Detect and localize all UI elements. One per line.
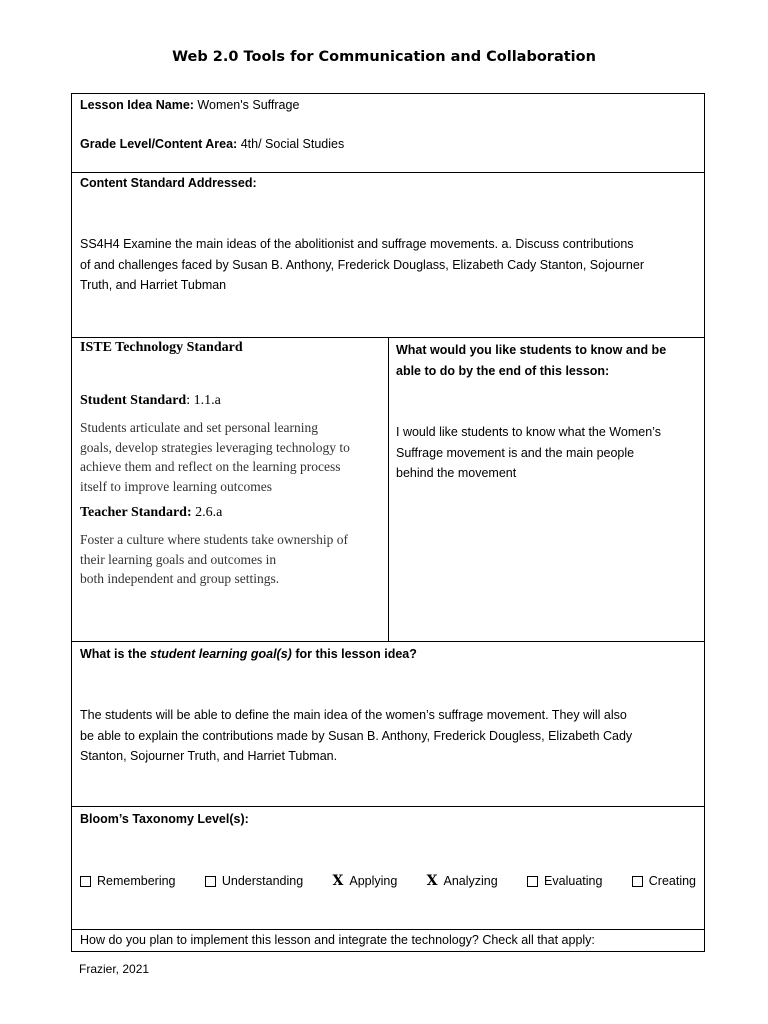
checkbox-icon	[205, 876, 216, 887]
standards-row	[72, 338, 704, 642]
blooms-option-label: Applying	[349, 874, 398, 888]
teacher-standard-label: Teacher Standard:	[80, 505, 192, 520]
lesson-info-cell	[72, 94, 704, 173]
know-cell	[396, 340, 700, 484]
blooms-label: Bloom’s Taxonomy Level(s):	[80, 812, 249, 826]
learning-goal-cell	[72, 642, 704, 807]
iste-cell	[80, 338, 385, 589]
lesson-table	[71, 93, 705, 952]
blooms-options	[80, 871, 696, 892]
blooms-option-creating[interactable]	[632, 871, 696, 892]
content-standard-text: SS4H4 Examine the main ideas of the abolitionist and suffrage movements. a. Discuss contributions of and challenges faced by Susan B. Anthony, Frederick Douglass, Elizabeth Cady Stanton, Sojourner Truth, and Harriet Tubman	[80, 237, 644, 292]
teacher-standard-value: 2.6.a	[191, 505, 223, 520]
lesson-name-label: Lesson Idea Name:	[80, 98, 194, 112]
implement-label: How do you plan to implement this lesson and integrate the technology? Check all that apply:	[80, 933, 595, 947]
checkbox-icon	[527, 876, 538, 887]
checkbox-icon	[632, 876, 643, 887]
learning-goal-question: What is the student learning goal(s) for this lesson idea?	[80, 647, 417, 661]
student-standard-value: : 1.1.a	[186, 393, 221, 408]
student-standard-label: Student Standard	[80, 393, 187, 408]
grade-value: 4th/ Social Studies	[240, 137, 345, 151]
page-title: Web 2.0 Tools for Communication and Collaboration	[172, 49, 596, 65]
footer-credit: Frazier, 2021	[79, 962, 150, 976]
blooms-option-applying[interactable]	[332, 871, 397, 892]
blooms-option-label: Evaluating	[544, 874, 603, 888]
blooms-option-understanding[interactable]	[205, 871, 303, 892]
blooms-option-remembering[interactable]	[80, 871, 176, 892]
know-answer: I would like students to know what the Women’s Suffrage movement is and the main people behind the movement	[396, 425, 661, 480]
content-standard-label: Content Standard Addressed:	[80, 176, 257, 190]
implement-cell	[80, 930, 698, 951]
column-divider	[388, 338, 389, 641]
checkbox-icon	[80, 876, 91, 887]
iste-heading: ISTE Technology Standard	[80, 340, 243, 355]
blooms-option-label: Remembering	[97, 874, 176, 888]
student-standard-line	[80, 393, 385, 409]
checked-mark-icon: X	[332, 873, 344, 889]
grade-line	[80, 134, 344, 155]
blooms-option-label: Creating	[648, 874, 696, 888]
student-standard-text: Students articulate and set personal learning goals, develop strategies leveraging technology to achieve them and reflect on the learning process itself to improve learning outcomes	[80, 420, 350, 494]
content-standard-cell	[72, 173, 704, 338]
checked-mark-icon: X	[426, 873, 438, 889]
blooms-option-analyzing[interactable]	[427, 871, 498, 892]
lesson-name-value: Women's Suffrage	[197, 98, 300, 112]
teacher-standard-line	[80, 505, 385, 521]
learning-goal-text: The students will be able to define the main idea of the women’s suffrage movement. They will also be able to explain the contributions made by Susan B. Anthony, Frederick Dougless, Elizabeth Cady Stanton, Sojourner Truth, and Harriet Tubman.	[80, 708, 633, 763]
know-question: What would you like students to know and be able to do by the end of this lesson:	[396, 343, 667, 378]
blooms-option-label: Understanding	[221, 874, 304, 888]
teacher-standard-text: Foster a culture where students take ownership of their learning goals and outcomes in both independent and group settings.	[80, 532, 349, 586]
blooms-option-label: Analyzing	[443, 874, 498, 888]
lesson-name-line	[80, 95, 299, 116]
grade-label: Grade Level/Content Area:	[80, 137, 238, 151]
blooms-option-evaluating[interactable]	[527, 871, 602, 892]
blooms-cell	[72, 807, 704, 930]
